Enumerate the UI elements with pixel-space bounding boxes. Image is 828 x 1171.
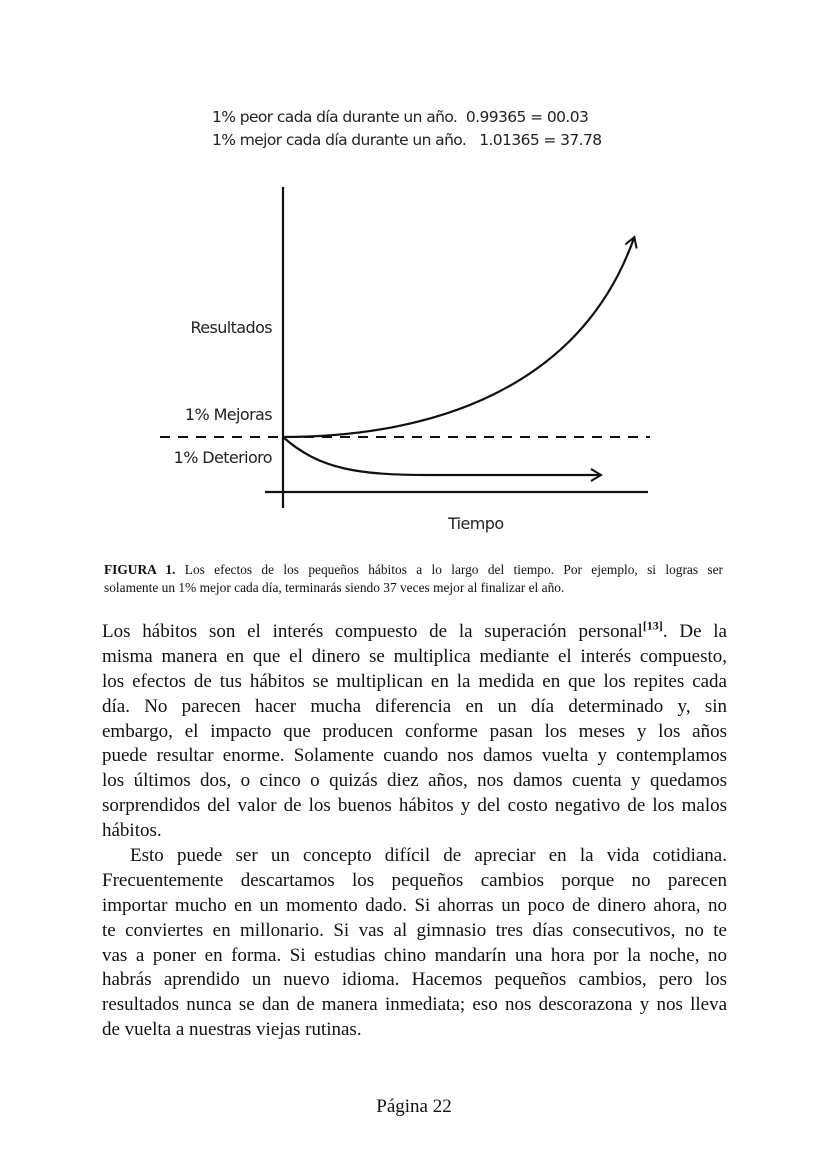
paragraph-line: sorprendidos del valor de los buenos hábitos y del costo negativo de los malos [102,795,727,817]
caption-text: Los efectos de los pequeños hábitos a lo largo del tiempo. Por ejemplo, si logras ser [175,562,724,577]
figure-header-better: 1% mejor cada día durante un año. 1.01365 = 37.78 [212,131,602,149]
paragraph-line: los últimos dos, o cinco o quizás diez años, nos damos cuenta y quedamos [102,770,727,792]
paragraph-line: los efectos de tus hábitos se multiplican en la medida en que los repites cada [102,670,727,692]
caption-label: FIGURA 1. [104,562,176,577]
paragraph-line: resultados nunca se dan de manera inmediata; eso nos descorazona y nos lleva [102,994,727,1016]
footnote-ref[interactable]: [13] [642,618,663,633]
paragraph-line: te conviertes en millonario. Si vas al gimnasio tres días consecutivos, no te [102,919,727,941]
figure-header-worse: 1% peor cada día durante un año. 0.99365 = 00.03 [212,108,589,126]
paragraph-line: Los hábitos son el interés compuesto de la superación personal[13]. De la [102,618,727,642]
paragraph-line: embargo, el impacto que producen conforme pasan los meses y los años [102,720,727,742]
paragraph-line: Frecuentemente descartamos los pequeños cambios porque no parecen [102,869,727,891]
paragraph-line: de vuelta a nuestras viejas rutinas. [102,1019,362,1041]
decline-curve [283,437,600,475]
paragraph-line: habrás aprendido un nuevo idioma. Hacemos pequeños cambios, pero los [102,969,727,991]
figure-caption [104,561,723,597]
paragraph-line: vas a poner en forma. Si estudias chino mandarín una hora por la noche, no [102,944,727,966]
paragraph-line: día. No parecen hacer mucha diferencia en un día determinado y, sin [102,695,727,717]
paragraph-line: Esto puede ser un concepto difícil de apreciar en la vida cotidiana. [130,845,727,867]
body-text [102,620,727,1043]
x-axis-label: Tiempo [448,514,504,533]
paragraph-line: importar mucho en un momento dado. Si ahorras un poco de dinero ahora, no [102,894,727,916]
paragraph-line: puede resultar enorme. Solamente cuando nos damos vuelta y contemplamos [102,745,727,767]
paragraph-line: misma manera en que el dinero se multiplica mediante el interés compuesto, [102,645,727,667]
page-number: Página 22 [376,1096,452,1117]
caption-text: solamente un 1% mejor cada día, terminarás siendo 37 veces mejor al finalizar el año. [104,580,565,595]
paragraph-line: hábitos. [102,820,162,842]
improvement-curve [283,238,634,437]
y-axis-label: Resultados [190,318,272,337]
habits-growth-figure [0,0,828,560]
improve-label: 1% Mejoras [184,405,272,424]
decline-label: 1% Deterioro [173,448,272,467]
